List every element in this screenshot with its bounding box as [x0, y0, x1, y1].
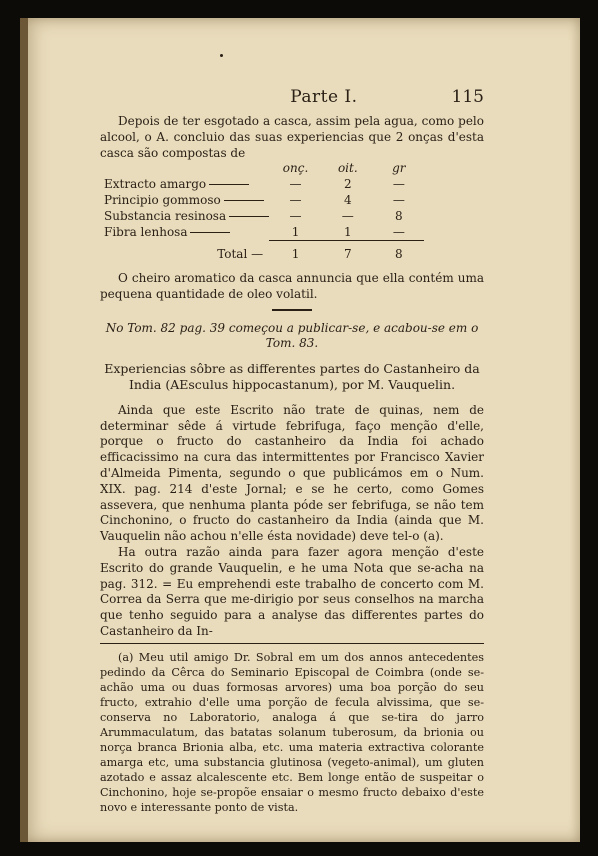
publication-note: No Tom. 82 pag. 39 começou a publicar-se, e acabou-se em o Tom. 83. [105, 320, 479, 350]
col-head-oit: oit. [337, 161, 358, 176]
table-row: Fibra lenhosa 1 1 — [104, 224, 405, 240]
page-spine [20, 18, 28, 842]
running-header [100, 87, 484, 114]
table-row: Substancia resinosa — — 8 [104, 208, 403, 223]
footnote-rule [100, 643, 484, 644]
col-head-oncas: onç. [282, 161, 309, 176]
section-rule [272, 309, 312, 311]
paragraph-4: Ha outra razão ainda para fazer agora menção d'este Escrito do grande Vauquelin, e he uma Nota que se-acha na pag. 312. = Eu emprehendi este trabalho de concerto com M. Correa da Serra que me-dirigio por seus conselhos na marcha que tenho seguido para a analyse das differentes partes do Castanheiro da In- [100, 544, 484, 638]
page-text [100, 87, 484, 815]
paragraph-2: O cheiro aromatico da casca annuncia que ella contém uma pequena quantidade de oleo volatil. [100, 271, 484, 301]
book-page [20, 18, 580, 842]
table-row: Principio gommoso — 4 — [104, 192, 405, 207]
ink-dot [220, 54, 223, 57]
paragraph-3: Ainda que este Escrito não trate de quinas, nem de determinar sêde á virtude febrifuga, faço menção d'elle, porque o fructo do castanheiro da India foi achado efficacissimo na cura das intermittentes por Francisco Xavier d'Almeida Pimenta, segundo o que publicámos em o Num. XIX. pag. 214 d'este Jornal; e se he certo, como Gomes assevera, que nenhuma planta póde ser febrifuga, se não tem Cinchonino, o fructo do castanheiro da India (ainda que M. Vauquelin não achou n'elle ésta novidade) deve tel-o (a). [100, 402, 484, 544]
composition-table [104, 161, 424, 263]
paragraph-1: Depois de ter esgotado a casca, assim pela agua, como pelo alcool, o A. concluio das suas experiencias que 2 onças d'esta casca são compostas de [100, 114, 484, 160]
article-title: Experiencias sôbre as differentes partes do Castanheiro da India (AEsculus hippocastanum), por M. Vauquelin. [104, 360, 480, 392]
table-row: Extracto amargo — 2 — [104, 177, 405, 192]
total-row: Total — 1 7 8 [104, 241, 424, 263]
page-number: 115 [451, 87, 484, 107]
col-head-gr: gr [392, 161, 406, 176]
running-title: Parte I. [290, 87, 358, 107]
footnote: (a) Meu util amigo Dr. Sobral em um dos annos antecedentes pedindo da Cêrca do Seminario Episcopal de Coimbra (onde se-achão uma ou duas formosas arvores) uma boa porção do seu fructo, extrahio d'elle uma porção de fecula alvissima, que se-conserva no Laboratorio, analoga á que se-tira do jarro Arummaculatum, das batatas solanum tuberosum, da brionia ou norça branca Brionia alba, etc. uma materia extractiva colorante amarga etc, uma substancia glutinosa (vegeto-animal), um gluten azotado e assaz alcalescente etc. Bem longe então de suspeitar o Cinchonino, hoje se-propõe ensaiar o mesmo fructo debaixo d'este novo e interessante ponto de vista. [100, 650, 484, 814]
